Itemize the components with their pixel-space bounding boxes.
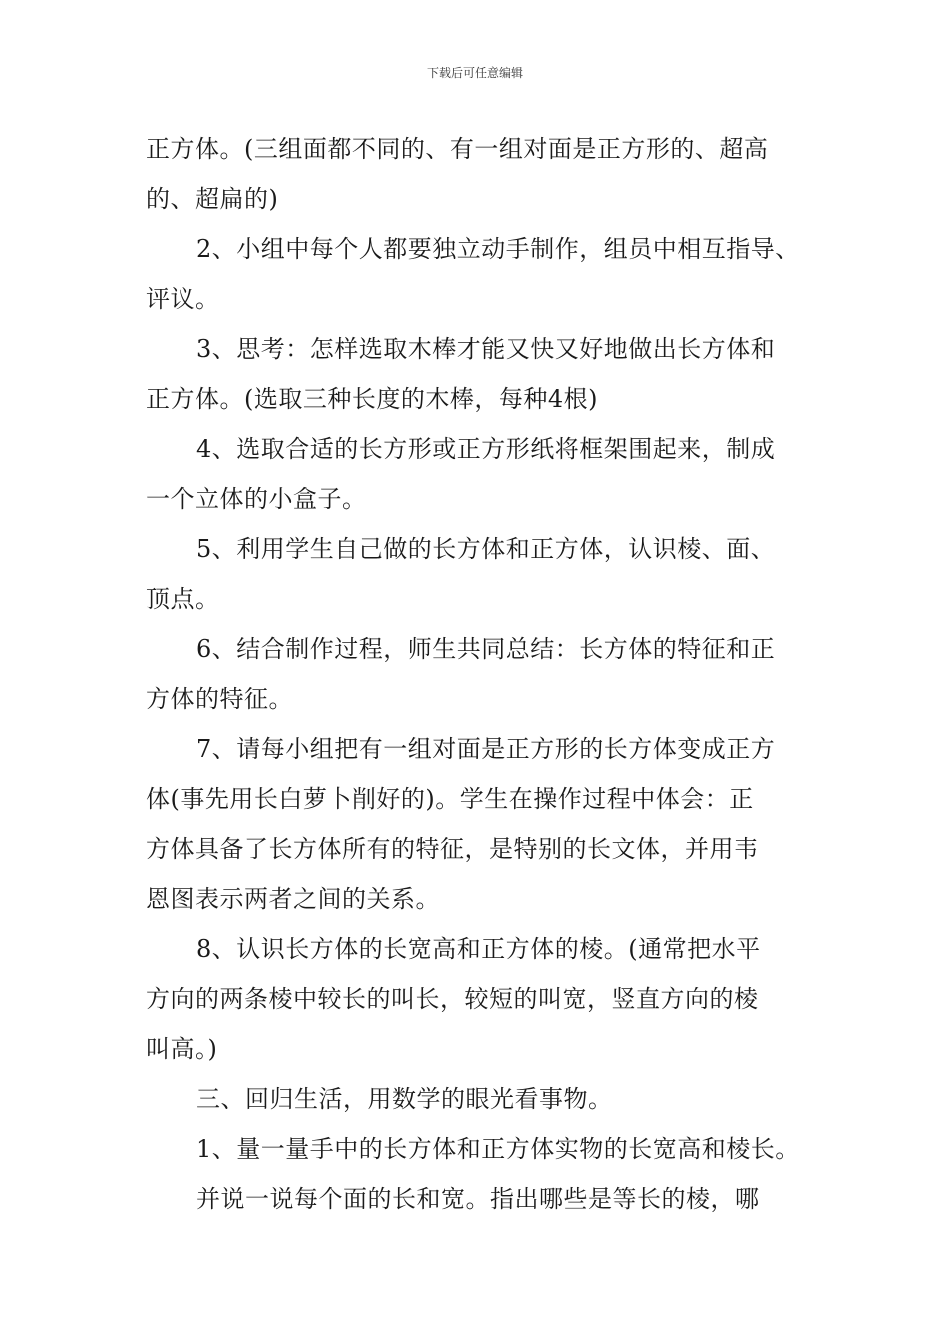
paragraph [146, 324, 818, 424]
paragraph [146, 1174, 818, 1224]
text-line: 8、认识长方体的长宽高和正方体的棱。(通常把水平 [196, 935, 761, 963]
paragraph [146, 724, 818, 924]
paragraph [146, 1124, 818, 1174]
text-line: 4、选取合适的长方形或正方形纸将框架围起来，制成 [196, 435, 776, 463]
page-header: 下载后可任意编辑 [426, 66, 523, 80]
document-body [146, 124, 818, 1224]
text-line: 3、思考：怎样选取木棒才能又快又好地做出长方体和 [196, 335, 776, 363]
text-line: 评议。 [146, 285, 220, 313]
paragraph [146, 124, 818, 224]
text-line: 叫高。) [146, 1035, 218, 1063]
text-line: 体(事先用长白萝卜削好的)。学生在操作过程中体会：正 [146, 785, 754, 813]
text-line: 7、请每小组把有一组对面是正方形的长方体变成正方 [196, 735, 776, 763]
text-line: 正方体。(三组面都不同的、有一组对面是正方形的、超高 [146, 135, 769, 163]
text-line: 并说一说每个面的长和宽。指出哪些是等长的棱，哪 [196, 1185, 760, 1213]
text-line: 方体的特征。 [146, 685, 293, 713]
paragraph [146, 624, 818, 724]
text-line: 2、小组中每个人都要独立动手制作，组员中相互指导、 [196, 235, 800, 263]
text-line: 方体具备了长方体所有的特征，是特别的长文体，并用韦 [146, 835, 759, 863]
paragraph [146, 424, 818, 524]
paragraph [146, 524, 818, 624]
text-line: 恩图表示两者之间的关系。 [146, 885, 440, 913]
text-line: 三、回归生活，用数学的眼光看事物。 [196, 1085, 613, 1113]
paragraph [146, 924, 818, 1074]
text-line: 一个立体的小盒子。 [146, 485, 367, 513]
text-line: 正方体。(选取三种长度的木棒，每种4根) [146, 385, 598, 413]
text-line: 6、结合制作过程，师生共同总结：长方体的特征和正 [196, 635, 776, 663]
text-line: 顶点。 [146, 585, 220, 613]
text-line: 的、超扁的) [146, 185, 279, 213]
paragraph [146, 1074, 818, 1124]
text-line: 1、量一量手中的长方体和正方体实物的长宽高和棱长。 [196, 1135, 800, 1163]
text-line: 5、利用学生自己做的长方体和正方体，认识棱、面、 [196, 535, 776, 563]
text-line: 方向的两条棱中较长的叫长，较短的叫宽，竖直方向的棱 [146, 985, 759, 1013]
paragraph [146, 224, 818, 324]
